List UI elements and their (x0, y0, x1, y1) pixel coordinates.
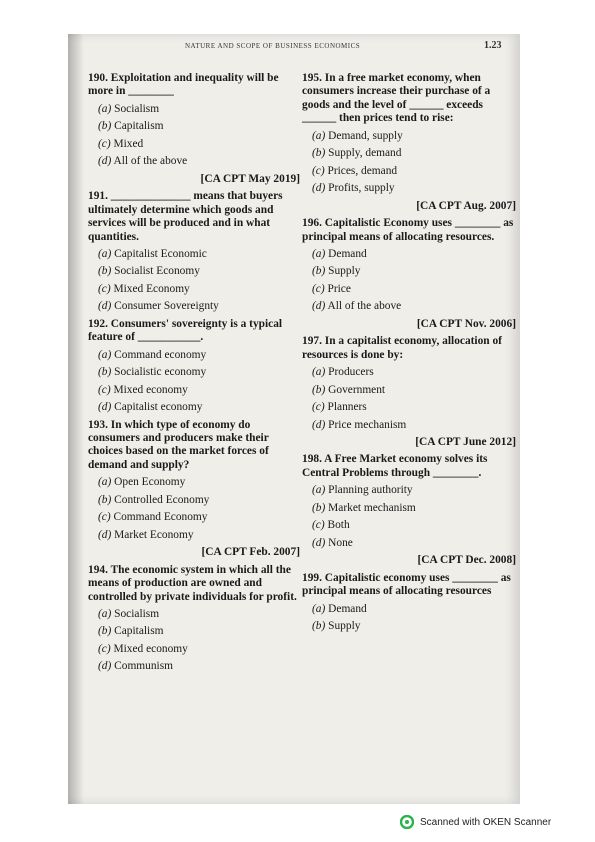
option-letter: (d) (98, 300, 112, 313)
option-text: Producers (328, 366, 374, 379)
option-text: Capitalism (114, 120, 164, 133)
option-item (98, 248, 300, 261)
option-text: Profits, supply (328, 182, 395, 195)
option-letter: (c) (98, 137, 111, 150)
option-text: Socialist Economy (114, 265, 200, 278)
option-item (312, 537, 516, 550)
option-item (98, 643, 300, 656)
option-letter: (d) (98, 401, 112, 414)
option-letter: (b) (98, 366, 112, 379)
option-letter: (c) (312, 519, 325, 532)
option-letter: (b) (312, 265, 326, 278)
option-text: Supply, demand (328, 147, 402, 160)
option-letter: (d) (312, 536, 326, 549)
option-item (312, 366, 516, 379)
exam-source-tag: [CA CPT June 2012] (415, 435, 516, 448)
question-text: 197. In a capitalist economy, allocation of resources is done by: (302, 335, 502, 361)
option-item (98, 511, 300, 524)
option-item (98, 120, 300, 133)
option-text: All of the above (113, 155, 188, 168)
option-item (312, 130, 516, 143)
option-text: Market Economy (114, 528, 194, 541)
option-letter: (d) (98, 660, 112, 673)
options-list (98, 476, 300, 542)
running-header: NATURE AND SCOPE OF BUSINESS ECONOMICS (185, 42, 361, 50)
options-list (312, 366, 516, 432)
option-item (98, 300, 300, 313)
option-letter: (a) (312, 129, 326, 142)
option-letter: (a) (312, 247, 326, 260)
option-text: Mixed economy (113, 642, 188, 655)
options-list (98, 608, 300, 674)
option-item (98, 366, 300, 379)
exam-source-tag: [CA CPT Dec. 2008] (417, 554, 516, 567)
option-letter: (b) (98, 120, 112, 133)
option-text: Supply (328, 619, 361, 632)
option-letter: (d) (98, 155, 112, 168)
book-spine-shadow (68, 34, 84, 804)
option-item (98, 401, 300, 414)
option-item (98, 155, 300, 168)
options-list (98, 103, 300, 169)
option-letter: (b) (312, 619, 326, 632)
option-text: Mixed (113, 137, 144, 150)
option-text: Mixed economy (113, 383, 188, 396)
exam-source-tag: [CA CPT Aug. 2007] (416, 199, 516, 212)
option-text: All of the above (327, 300, 402, 313)
option-text: Planners (327, 401, 367, 414)
option-text: Demand (328, 247, 367, 260)
option-letter: (b) (312, 383, 326, 396)
option-text: Price mechanism (328, 418, 407, 431)
option-letter: (a) (312, 602, 326, 615)
right-column (302, 72, 516, 637)
option-letter: (b) (98, 493, 112, 506)
option-text: Capitalism (114, 625, 164, 638)
option-letter: (d) (312, 182, 326, 195)
scanner-watermark (400, 815, 551, 829)
option-letter: (d) (312, 418, 326, 431)
option-item (312, 502, 516, 515)
option-item (312, 165, 516, 178)
option-letter: (b) (312, 147, 326, 160)
option-item (98, 494, 300, 507)
options-list (312, 603, 516, 634)
options-list (312, 130, 516, 196)
option-item (312, 248, 516, 261)
oken-scanner-logo-icon (400, 815, 414, 829)
option-letter: (c) (98, 383, 111, 396)
option-text: Socialism (114, 102, 160, 115)
options-list (312, 484, 516, 550)
option-letter: (a) (98, 247, 112, 260)
option-letter: (c) (98, 642, 111, 655)
option-letter: (a) (98, 348, 112, 361)
option-item (98, 529, 300, 542)
exam-source-tag: [CA CPT Nov. 2006] (416, 317, 516, 330)
option-item (312, 419, 516, 432)
option-text: Socialistic economy (114, 366, 207, 379)
option-letter: (d) (98, 528, 112, 541)
option-item (312, 265, 516, 278)
option-item (98, 283, 300, 296)
option-text: Open Economy (114, 476, 186, 489)
question-text: 190. Exploitation and inequality will be more in ________ (88, 72, 279, 98)
option-text: Both (327, 519, 350, 532)
option-text: Controlled Economy (114, 493, 210, 506)
option-item (312, 401, 516, 414)
option-item (312, 147, 516, 160)
question-text: 195. In a free market economy, when consumers increase their purchase of a goods and the level of ______ exceeds ______ then prices tend to rise: (302, 72, 491, 125)
option-text: None (328, 536, 353, 549)
option-item (98, 625, 300, 638)
watermark-text: Scanned with OKEN Scanner (420, 816, 552, 828)
option-letter: (c) (98, 511, 111, 524)
option-item (312, 182, 516, 195)
option-item (98, 384, 300, 397)
option-item (312, 300, 516, 313)
option-letter: (d) (312, 300, 326, 313)
option-text: Command Economy (113, 511, 208, 524)
option-text: Consumer Sovereignty (114, 300, 219, 313)
option-letter: (b) (98, 625, 112, 638)
options-list (98, 248, 300, 314)
option-item (312, 283, 516, 296)
option-text: Mixed Economy (113, 282, 190, 295)
exam-source-tag: [CA CPT Feb. 2007] (201, 546, 300, 559)
question-text: 199. Capitalistic economy uses ________ as principal means of allocating resources (302, 571, 511, 598)
option-letter: (a) (98, 102, 112, 115)
option-letter: (c) (312, 401, 325, 414)
option-item (98, 660, 300, 673)
option-text: Demand (328, 602, 367, 615)
option-text: Planning authority (328, 484, 413, 497)
question-text: 194. The economic system in which all the means of production are owned and controlled by private individuals for profit. (88, 563, 297, 603)
option-item (98, 103, 300, 116)
option-text: Supply (328, 265, 361, 278)
left-column (88, 72, 300, 678)
question-text: 196. Capitalistic Economy uses ________ as principal means of allocating resources. (302, 217, 514, 243)
option-letter: (a) (312, 484, 326, 497)
option-text: Capitalist Economic (114, 247, 207, 260)
option-letter: (b) (312, 501, 326, 514)
options-list (98, 349, 300, 415)
option-text: Capitalist economy (114, 401, 203, 414)
option-item (98, 349, 300, 362)
option-letter: (c) (312, 164, 325, 177)
question-text: 198. A Free Market economy solves its Central Problems through ________. (302, 453, 488, 479)
question-text: 192. Consumers' sovereignty is a typical feature of ___________. (88, 317, 283, 344)
option-letter: (a) (98, 607, 112, 620)
option-text: Market mechanism (328, 501, 416, 514)
option-text: Prices, demand (327, 164, 398, 177)
option-letter: (c) (98, 282, 111, 295)
options-list (312, 248, 516, 314)
option-item (312, 603, 516, 616)
option-item (98, 265, 300, 278)
option-letter: (c) (312, 282, 325, 295)
option-item (312, 384, 516, 397)
option-item (312, 620, 516, 633)
option-letter: (a) (98, 476, 112, 489)
option-item (312, 519, 516, 532)
page-number: 1.23 (484, 40, 502, 51)
option-item (98, 138, 300, 151)
option-text: Socialism (114, 607, 160, 620)
option-item (98, 608, 300, 621)
question-text: 193. In which type of economy do consumers and producers make their choices based on the market forces of demand and supply? (88, 418, 269, 471)
option-text: Demand, supply (328, 129, 403, 142)
option-text: Communism (114, 660, 174, 673)
option-letter: (b) (98, 265, 112, 278)
option-text: Government (328, 383, 386, 396)
exam-source-tag: [CA CPT May 2019] (200, 172, 300, 185)
option-item (312, 484, 516, 497)
option-letter: (a) (312, 366, 326, 379)
question-text: 191. ______________ means that buyers ultimately determine which goods and services will be produced and in what quantities. (88, 190, 283, 243)
option-item (98, 476, 300, 489)
option-text: Command economy (114, 348, 207, 361)
option-text: Price (327, 282, 351, 295)
